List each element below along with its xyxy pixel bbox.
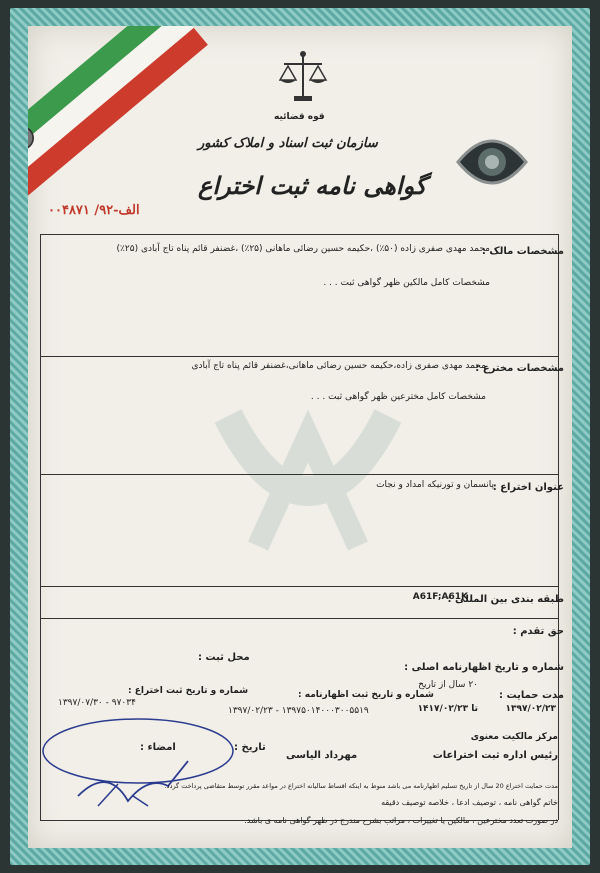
divider (40, 618, 558, 619)
signatory-name: مهرداد الیاسی (286, 750, 358, 761)
divider (40, 474, 558, 475)
inventor-label: مشخصات مخترع : (475, 363, 564, 374)
signature-icon (38, 706, 258, 816)
protection-from: ۱۳۹۷/۰۲/۲۳ (505, 704, 556, 714)
priority-label: حق تقدم : (512, 626, 564, 637)
registration-value: ۹۷۰۳۴ - ۱۳۹۷/۰۷/۳۰ (58, 698, 136, 708)
certificate-paper (28, 26, 572, 848)
scales-of-justice-icon (278, 48, 328, 108)
ip-center-label: مرکز مالکیت معنوی (470, 732, 558, 742)
classification-label: طبقه بندی بین المللی : (447, 594, 564, 605)
footer-notice: مدت حمایت اختراع 20 سال از تاریخ تسلیم اظهارنامه می باشد منوط به اینکه اقساط سالیانه اختراع در مواعد مقرر توسط متقاضی پرداخت گردد. (164, 782, 558, 790)
invention-title-label: عنوان اختراع : (492, 482, 564, 493)
registration-label: شماره و تاریخ ثبت اختراع : (128, 686, 249, 696)
divider (40, 356, 558, 357)
declaration-label: شماره و تاریخ اظهارنامه اصلی : (404, 662, 564, 673)
protection-duration: ۲۰ سال از تاریخ (418, 680, 478, 690)
filing-label: شماره و تاریخ ثبت اظهارنامه : (298, 690, 434, 700)
organization-name: سازمان ثبت اسناد و املاک کشور (198, 136, 378, 151)
signature-label: امضاء : (140, 742, 176, 753)
footer-bullet-2: در صورت تعدد مخترعین ، مالکین یا تغییرات ، مراتب بشرح مندرج در ظهر گواهی نامه ی باشد. (244, 816, 558, 825)
page-title: گواهی نامه ثبت اختراع (198, 171, 427, 200)
practice-label: محل ثبت : (198, 652, 250, 663)
footer-bullet-1: خاتم گواهی نامه ، توصیف ادعا ، خلاصه توصیف دقیقه (381, 798, 558, 807)
date-label: تاریخ : (234, 742, 266, 753)
watermark-emblem-icon (198, 376, 418, 576)
judiciary-label: قوه قضائیه (274, 112, 325, 122)
divider (40, 586, 558, 587)
protection-to: تا ۱۴۱۷/۰۲/۲۳ (417, 704, 478, 714)
serial-number: الف-۹۲/ ۰۰۴۸۷۱ (48, 203, 140, 218)
inventor-note: مشخصات کامل مخترعین ظهر گواهی ثبت . . . (310, 392, 486, 402)
owner-value: محمد مهدی صفری زاده (۵۰٪) ،حکیمه حسین رضائی ماهانی (۲۵٪) ،غضنفر قائم پناه تاج آبادی (۲۵٪) (116, 244, 490, 254)
classification-value: A61F;A61K (412, 592, 468, 602)
hologram-seal-icon (448, 126, 536, 198)
invention-title-value: پانسمان و تورنیکه امداد و نجات (376, 480, 494, 490)
owner-label: مشخصات مالک : (481, 246, 564, 257)
owner-note: مشخصات کامل مالکین ظهر گواهی ثبت . . . (323, 278, 490, 288)
filing-value: ۱۳۹۷۵۰۱۴۰۰۰۳۰۰۵۵۱۹ - ۱۳۹۷/۰۲/۲۳ (228, 706, 369, 716)
head-of-patents-label: رئیس اداره ثبت اختراعات (432, 750, 558, 761)
divider (40, 234, 558, 235)
protection-label: مدت حمایت : (499, 690, 564, 701)
inventor-value: محمد مهدی صفری زاده،حکیمه حسین رضائی ماهانی،غضنفر قائم پناه تاج آبادی (191, 361, 486, 371)
divider (558, 234, 559, 820)
